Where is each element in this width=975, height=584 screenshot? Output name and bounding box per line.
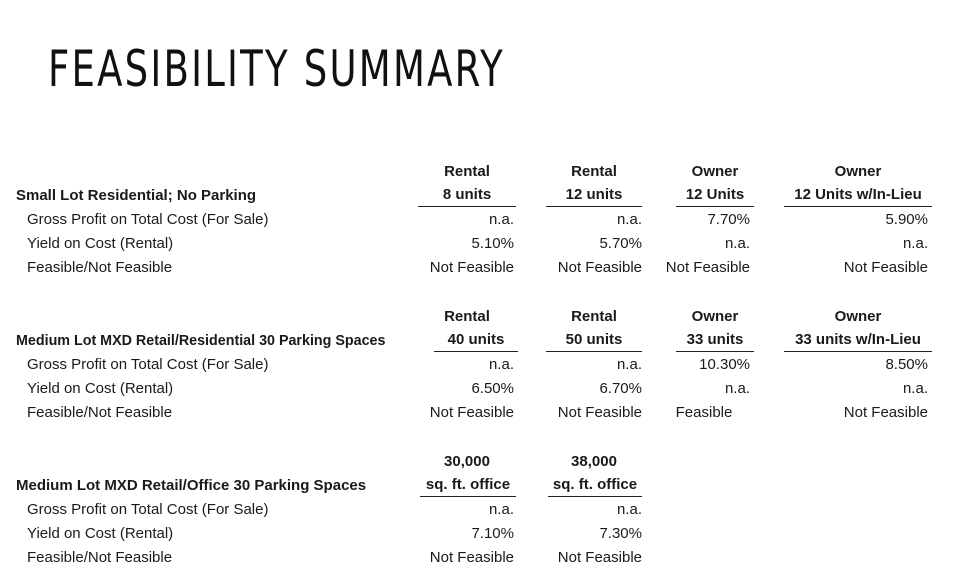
header-row-1 [0, 450, 975, 474]
column-header-bottom: 33 units [676, 329, 754, 352]
table-cell: 7.10% [471, 525, 514, 542]
table-cell: 5.10% [471, 235, 514, 252]
column-header-bottom: sq. ft. office [548, 474, 642, 497]
table-cell: n.a. [488, 356, 514, 373]
table-cell: n.a. [616, 501, 642, 518]
header-row-1 [0, 305, 975, 329]
column-header-top: Owner [834, 163, 882, 180]
table-cell: Not Feasible [557, 259, 642, 276]
table-cell: 5.90% [885, 211, 928, 228]
row-label: Feasible/Not Feasible [27, 259, 173, 276]
table-cell: Not Feasible [429, 404, 514, 421]
column-header-bottom: 8 units [418, 184, 516, 207]
column-header-bottom: 50 units [546, 329, 642, 352]
row-label: Yield on Cost (Rental) [27, 235, 174, 252]
page-title: FEASIBILITY SUMMARY [48, 40, 506, 98]
column-header-bottom: 12 units [546, 184, 642, 207]
header-row-2 [0, 184, 975, 208]
header-row-2 [0, 329, 975, 353]
header-row-1 [0, 160, 975, 184]
table-cell: 7.70% [707, 211, 750, 228]
table-cell: 8.50% [885, 356, 928, 373]
table-cell: Not Feasible [429, 259, 514, 276]
column-header-top: 30,000 [444, 453, 490, 470]
table-row [0, 522, 975, 546]
table-row [0, 377, 975, 401]
table-cell: 6.50% [471, 380, 514, 397]
table-cell: 6.70% [599, 380, 642, 397]
column-header-top: 38,000 [571, 453, 617, 470]
table-cell: Not Feasible [843, 259, 928, 276]
row-label: Gross Profit on Total Cost (For Sale) [27, 501, 269, 518]
column-header-bottom: 33 units w/In-Lieu [784, 329, 932, 352]
column-header-bottom: 40 units [434, 329, 518, 352]
table-cell: n.a. [724, 380, 750, 397]
row-label: Feasible/Not Feasible [27, 549, 173, 566]
table-cell: 7.30% [599, 525, 642, 542]
table-cell: Not Feasible [429, 549, 514, 566]
table-cell: 10.30% [699, 356, 750, 373]
column-header-bottom: 12 Units [676, 184, 754, 207]
row-label: Yield on Cost (Rental) [27, 380, 174, 397]
column-header-top: Owner [691, 163, 739, 180]
table-cell: 5.70% [599, 235, 642, 252]
row-label: Yield on Cost (Rental) [27, 525, 174, 542]
header-row-2 [0, 474, 975, 498]
column-header-bottom: 12 Units w/In-Lieu [784, 184, 932, 207]
table-cell: Not Feasible [557, 549, 642, 566]
table-cell: Not Feasible [665, 259, 750, 276]
table-row [0, 401, 975, 425]
column-header-top: Owner [691, 308, 739, 325]
table-row [0, 232, 975, 256]
column-header-top: Rental [571, 308, 617, 325]
table-row [0, 498, 975, 522]
section-title: Small Lot Residential; No Parking [16, 187, 257, 204]
table-cell: Not Feasible [557, 404, 642, 421]
table-row [0, 546, 975, 570]
column-header-bottom: sq. ft. office [420, 474, 516, 497]
table-cell: n.a. [902, 235, 928, 252]
table-cell: Not Feasible [843, 404, 928, 421]
column-header-top: Rental [444, 163, 490, 180]
table-cell: n.a. [724, 235, 750, 252]
row-label: Feasible/Not Feasible [27, 404, 173, 421]
section-title: Medium Lot MXD Retail/Residential 30 Parking Spaces [16, 333, 386, 349]
table-cell: n.a. [616, 356, 642, 373]
column-header-top: Owner [834, 308, 882, 325]
row-label: Gross Profit on Total Cost (For Sale) [27, 356, 269, 373]
column-header-top: Rental [571, 163, 617, 180]
row-label: Gross Profit on Total Cost (For Sale) [27, 211, 269, 228]
table-row [0, 353, 975, 377]
table-row [0, 208, 975, 232]
table-cell: n.a. [902, 380, 928, 397]
table-row [0, 256, 975, 280]
column-header-top: Rental [444, 308, 490, 325]
table-cell: n.a. [488, 211, 514, 228]
section-title: Medium Lot MXD Retail/Office 30 Parking Spaces [16, 477, 367, 494]
table-cell: n.a. [616, 211, 642, 228]
table-cell: n.a. [488, 501, 514, 518]
table-cell: Feasible [675, 404, 733, 421]
